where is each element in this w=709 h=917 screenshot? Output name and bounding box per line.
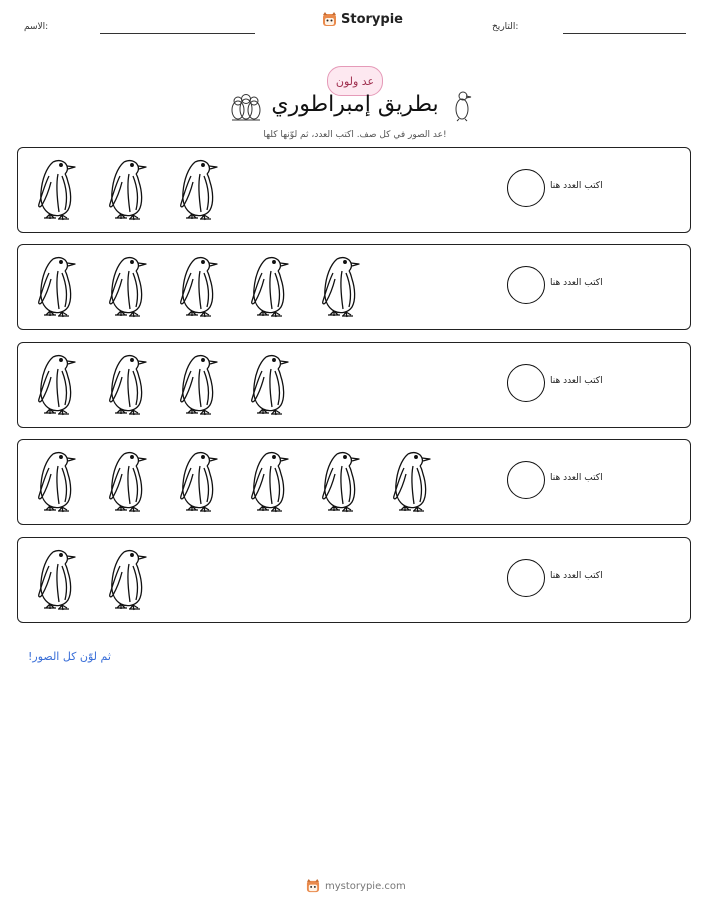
penguin-icon <box>28 448 83 514</box>
answer-circle[interactable] <box>507 559 545 597</box>
penguin-icon <box>99 253 154 319</box>
activity-badge: عد ولون <box>327 66 383 96</box>
penguin-icon <box>28 351 83 417</box>
answer-prompt: اكتب العدد هنا <box>550 473 603 483</box>
date-line[interactable] <box>563 33 686 34</box>
penguin-icon <box>99 546 154 612</box>
fox-logo-icon <box>322 12 337 27</box>
site-footer <box>306 879 406 893</box>
count-row <box>17 147 691 233</box>
fox-logo-icon <box>306 879 320 893</box>
penguin-icon <box>170 253 225 319</box>
brand-name: Storypie <box>341 12 403 27</box>
penguin-icon <box>99 156 154 222</box>
penguin-icon <box>383 448 438 514</box>
penguin-icon <box>170 351 225 417</box>
penguin-icon <box>99 448 154 514</box>
coloring-note: ثم لوّن كل الصور! <box>28 650 111 663</box>
count-row <box>17 244 691 330</box>
count-row <box>17 342 691 428</box>
site-url: mystorypie.com <box>325 880 406 892</box>
answer-circle[interactable] <box>507 266 545 304</box>
penguin-group <box>28 546 154 612</box>
answer-prompt: اكتب العدد هنا <box>550 571 603 581</box>
penguin-icon <box>241 448 296 514</box>
penguin-icon <box>99 351 154 417</box>
answer-circle[interactable] <box>507 364 545 402</box>
penguin-icon <box>28 546 83 612</box>
name-label: الاسم: <box>24 22 49 32</box>
answer-prompt: اكتب العدد هنا <box>550 278 603 288</box>
instructions: عد الصور في كل صف. اكتب العدد، ثم لوّنها كلها! <box>263 130 447 140</box>
penguin-group <box>28 448 438 514</box>
penguin-group <box>28 351 296 417</box>
penguin-icon <box>170 448 225 514</box>
penguin-icon <box>312 448 367 514</box>
penguin-group <box>28 253 367 319</box>
answer-prompt: اكتب العدد هنا <box>550 181 603 191</box>
penguin-group <box>28 156 225 222</box>
name-line[interactable] <box>100 33 255 34</box>
penguin-icon <box>452 90 474 122</box>
penguin-icon <box>28 253 83 319</box>
penguin-icon <box>170 156 225 222</box>
worksheet-title: بطريق إمبراطوري <box>271 92 439 117</box>
penguin-icon <box>241 351 296 417</box>
answer-prompt: اكتب العدد هنا <box>550 376 603 386</box>
brand <box>322 12 403 27</box>
count-row <box>17 537 691 623</box>
penguin-icon <box>28 156 83 222</box>
count-row <box>17 439 691 525</box>
penguin-icon <box>241 253 296 319</box>
penguin-icon <box>312 253 367 319</box>
date-label: التاريخ: <box>492 22 519 32</box>
answer-circle[interactable] <box>507 169 545 207</box>
answer-circle[interactable] <box>507 461 545 499</box>
